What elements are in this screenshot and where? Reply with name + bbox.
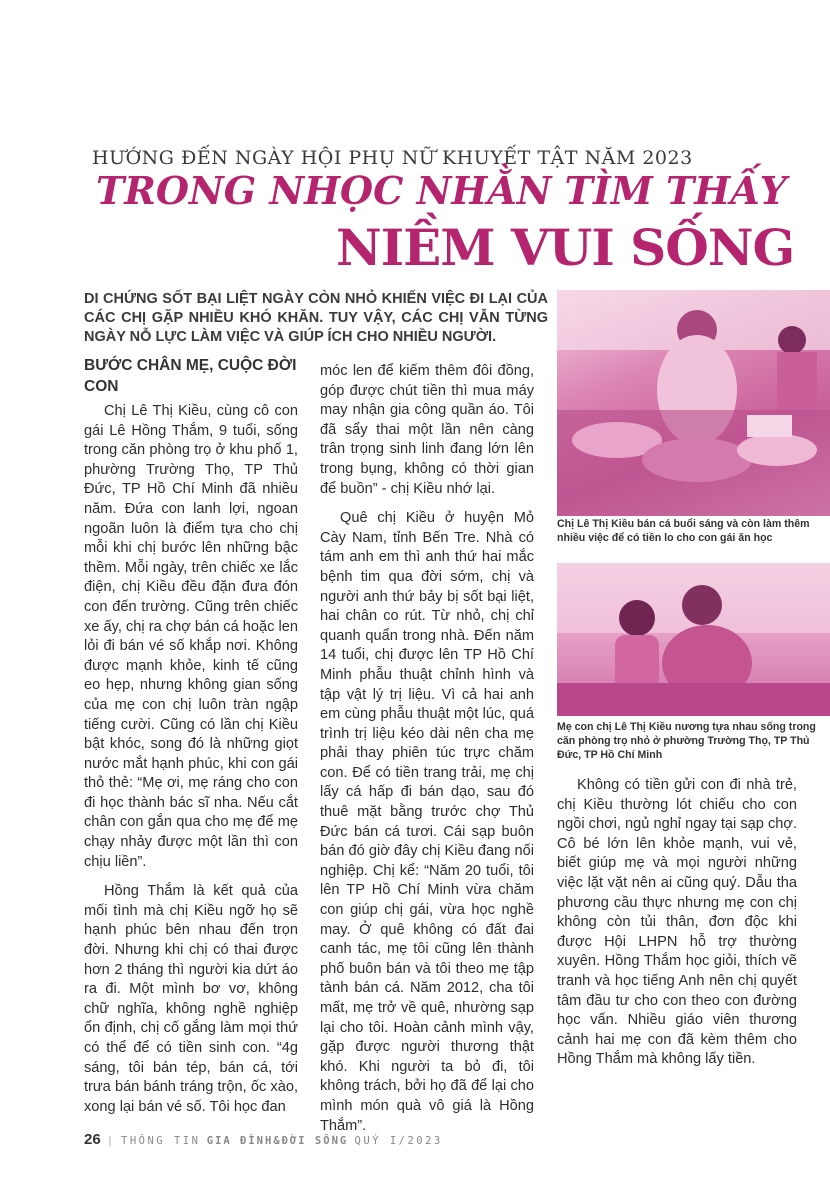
paragraph: Hồng Thắm là kết quả của mối tình mà chị Kiều ngỡ họ sẽ hạnh phúc bên nhau đến trọn đời. Nhưng khi chị có thai được hơn 2 tháng thì người kia dứt áo ra đi. Một mình bơ vơ, không chữ nghĩa, không nghề nghiệp ổn định, chị cố gắng làm mọi thứ có thể để có tiền sinh con. “4g sáng, tôi bán tép, bán cá, tới trưa bán bánh tráng trộn, ốc xào, xong lại bán vé số. Tôi học đan <box>84 883 298 1115</box>
paragraph: Chị Lê Thị Kiều, cùng cô con gái Lê Hồng Thắm, 9 tuổi, sống trong căn phòng trọ ở khu phố 1, phường Trường Thọ, TP Thủ Đức, TP Hồ Chí Minh đã nhiều năm. Đứa con lanh lợi, ngoan ngoãn luôn là điểm tựa cho chị mỗi khi chị bước lên những bậc thềm. Mỗi ngày, trên chiếc xe lắc điện, chị Kiều đều đặn đưa đón con đến trường. Cũng trên chiếc xe ấy, chị ra chợ bán cá hoặc len lỏi đi bán vé số khắp nơi. Không được mạnh khỏe, kinh tế cũng eo hẹp, nhưng không gian sống của mẹ con chị luôn tràn ngập tiếng cười. Cũng có lần chị Kiều bật khóc, song đó là những giọt nước mắt hạnh phúc, khi con gái thỏ thẻ: “Mẹ ơi, mẹ ráng cho con đi học thành bác sĩ nha. Nếu cắt chân con gắn qua cho mẹ để mẹ chạy nhảy được một lần thì con chịu liền”. <box>84 403 298 870</box>
footer-magazine: GIA ĐÌNH&ĐỜI SỐNG <box>206 1135 349 1147</box>
section-heading: BƯỚC CHÂN MẸ, CUỘC ĐỜI CON <box>84 357 297 395</box>
photo-fish-market <box>557 290 830 516</box>
lead-paragraph: DI CHỨNG SỐT BẠI LIỆT NGÀY CÒN NHỎ KHIẾN VIỆC ĐI LẠI CỦA CÁC CHỊ GẶP NHIỀU KHÓ KHĂN. TUY VẬY, CÁC CHỊ VẪN TỪNG NGÀY NỖ LỰC LÀM VIỆC VÀ GIÚP ÍCH CHO NHIỀU NGƯỜI. <box>84 291 548 345</box>
photo-mother-daughter <box>557 563 830 716</box>
title-line-2: NIỀM VUI SỐNG <box>336 218 795 277</box>
photo-caption-2: Mẹ con chị Lê Thị Kiều nương tựa nhau sống trong căn phòng trọ nhỏ ở phường Trường Thọ, TP Thủ Đức, TP Hồ Chí Minh <box>557 721 816 761</box>
column-3 <box>557 776 797 1080</box>
photo-caption-1: Chị Lê Thị Kiều bán cá buổi sáng và còn làm thêm nhiều việc để có tiền lo cho con gái ăn học <box>557 518 810 544</box>
footer-separator: | <box>106 1135 114 1147</box>
paragraph: Quê chị Kiều ở huyện Mỏ Cày Nam, tỉnh Bến Tre. Nhà có tám anh em thì anh thứ hai mắc bệnh tim qua đời sớm, chị và người anh thứ bảy bị sốt bại liệt, hai chân co rút. Từ nhỏ, chị chỉ quanh quẩn trong nhà. Đến năm 14 tuổi, chị được lên TP Hồ Chí Minh phẫu thuật chỉnh hình và tập vật lý trị liệu. Vì cả hai anh em cùng phẫu thuật một lúc, quá trình trị liệu kéo dài nên cha mẹ phải thay phiên túc trực chăm con. Để có tiền trang trải, mẹ chị lấy cá hấp đi bán dạo, sau đó thuê mặt bằng trước chợ Thủ Đức bán cá tươi. Cái sạp buôn bán đó giờ đây chị Kiều đang nối nghiệp. Chị kể: “Năm 20 tuổi, tôi lên TP Hồ Chí Minh vừa chăm con giúp chị gái, vừa học nghề may. Ở quê không có đất đai canh tác, mẹ tôi cũng lên thành phố buôn bán và tôi theo mẹ tập tành bán cá. Năm 2012, cha tôi mất, mẹ trở về quê, nhường sạp lại cho tôi. Hoàn cảnh mình vậy, gặp được người thương thật khó. Khi người ta bỏ đi, tôi không trách, bởi họ đã để lại cho mình món quà vô giá là Hồng Thắm”. <box>320 510 534 1134</box>
title-line-1: TRONG NHỌC NHẰN TÌM THẤY <box>96 168 787 213</box>
paragraph: Không có tiền gửi con đi nhà trẻ, chị Kiều thường lót chiếu cho con ngồi chơi, ngủ nghỉ ngay tại sạp chợ. Cô bé lớn lên khỏe mạnh, vui vẻ, biết giúp mẹ và mọi người những việc lặt vặt nên ai cũng quý. Dẫu tha phương cầu thực nhưng mẹ con chị không còn tủi thân, đơn độc khi được Hội LHPN hỗ trợ thường xuyên. Hồng Thắm học giỏi, thích vẽ tranh và học tiếng Anh nên chị quyết tâm đầu tư cho con theo con đường học vấn. Nhiều giáo viên thương cảnh hai mẹ con đã kèm thêm cho Hồng Thắm mà không lấy tiền. <box>557 777 797 1068</box>
column-1 <box>84 402 298 1127</box>
kicker: HƯỚNG ĐẾN NGÀY HỘI PHỤ NỮ KHUYẾT TẬT NĂM 2023 <box>92 147 693 169</box>
footer-issue: QUÝ I/2023 <box>354 1135 443 1147</box>
footer-thong-tin: THÔNG TIN <box>121 1135 201 1147</box>
page-number: 26 <box>84 1131 101 1148</box>
paragraph: móc len để kiếm thêm đôi đồng, góp được chút tiền thì mua máy may nhận gia công quần áo. Tôi đã sẩy thai một lần nên càng trân trọng sinh linh đang lớn lên trong bụng, không có thời gian để buồn” - chị Kiều nhớ lại. <box>320 363 534 497</box>
column-2 <box>320 362 534 1146</box>
page-footer <box>84 1131 443 1148</box>
